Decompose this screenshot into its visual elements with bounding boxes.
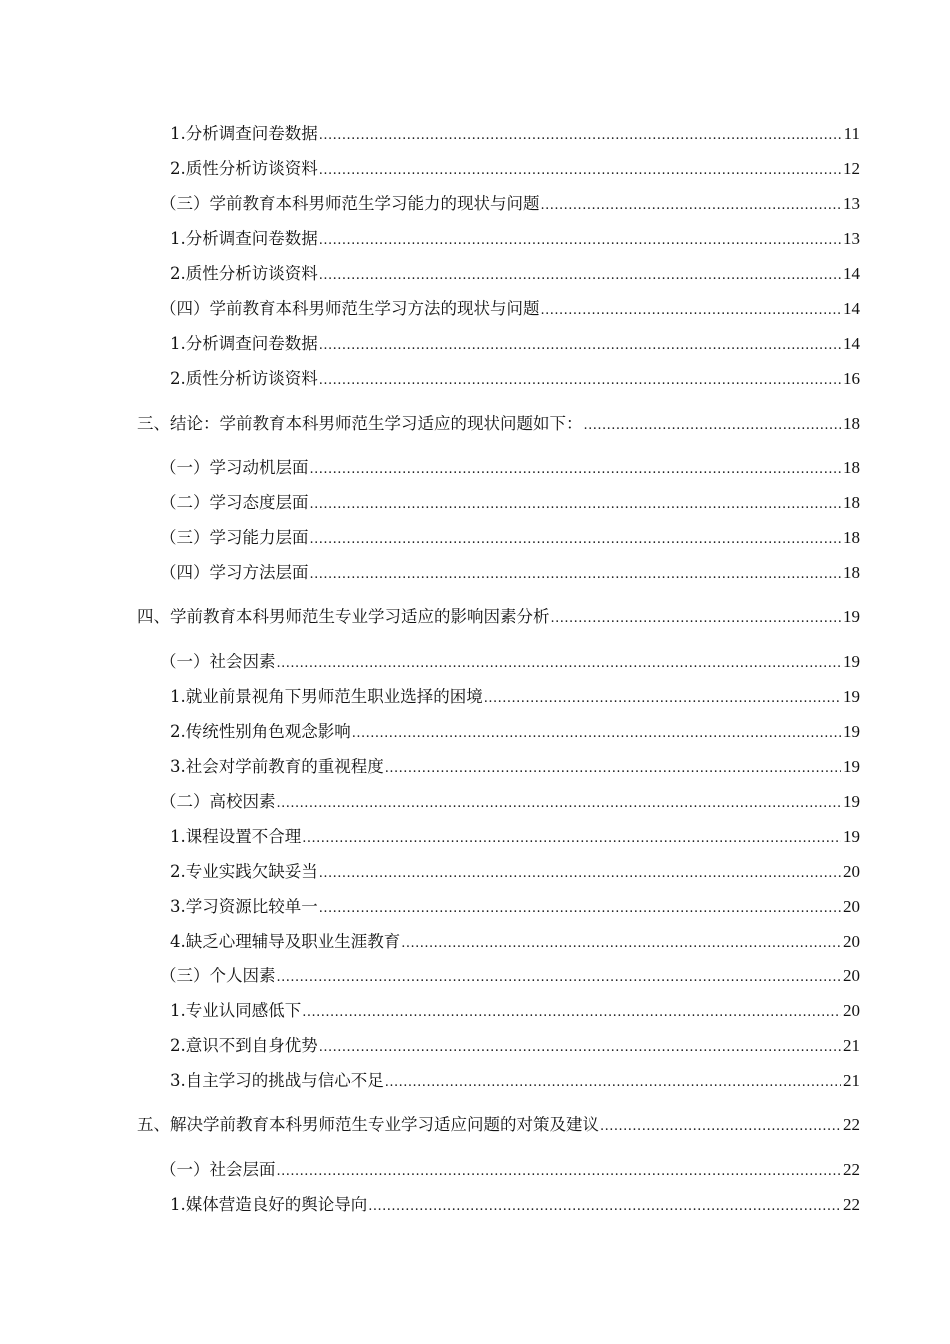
dot-leader [584,415,842,437]
dot-leader [401,933,841,955]
toc-entry[interactable] [170,1035,860,1059]
dot-leader [551,608,842,630]
dot-leader [302,1002,841,1024]
toc-entry-label: 3.自主学习的挑战与信心不足 [170,1071,384,1090]
toc-entry-page: 12 [843,159,860,178]
toc-entry-page: 18 [843,414,860,433]
toc-entry[interactable] [160,1159,860,1183]
toc-entry-label: 1.分析调查问卷数据 [170,229,318,248]
toc-entry-label: （一）社会因素 [160,652,276,671]
dot-leader [385,758,841,780]
toc-entry-label: （二）学习态度层面 [160,493,309,512]
toc-entry-page: 19 [843,792,860,811]
toc-entry-label: （三）学前教育本科男师范生学习能力的现状与问题 [160,194,540,213]
dot-leader [277,793,842,815]
toc-entry[interactable] [160,298,860,322]
toc-entry-label: 3.社会对学前教育的重视程度 [170,757,384,776]
toc-entry-label: （四）学习方法层面 [160,563,309,582]
dot-leader [352,723,841,745]
toc-entry-page: 19 [843,687,860,706]
toc-entry-label: 3.学习资源比较单一 [170,897,318,916]
dot-leader [277,1161,842,1183]
toc-entry-page: 13 [843,229,860,248]
toc-entry-page: 16 [843,369,860,388]
dot-leader [319,230,841,252]
dot-leader [319,265,841,287]
toc-entry[interactable] [170,368,860,392]
toc-entry-page: 18 [843,563,860,582]
dot-leader [310,529,842,551]
toc-entry-page: 20 [843,932,860,951]
toc-entry-label: 三、结论：学前教育本科男师范生学习适应的现状问题如下： [137,414,583,433]
toc-entry[interactable] [170,721,860,745]
dot-leader [277,967,842,989]
toc-entry-label: 1.专业认同感低下 [170,1001,302,1020]
dot-leader [319,160,841,182]
toc-entry-page: 20 [843,897,860,916]
dot-leader [368,1196,841,1218]
toc-entry[interactable] [170,263,860,287]
toc-entry[interactable] [160,651,860,675]
toc-entry-page: 20 [843,966,860,985]
dot-leader [310,564,842,586]
toc-entry-page: 14 [843,264,860,283]
toc-entry[interactable] [170,931,860,955]
toc-entry-page: 13 [843,194,860,213]
dot-leader [541,300,842,322]
toc-entry-page: 19 [843,652,860,671]
toc-entry[interactable] [137,606,860,630]
toc-entry-label: 1.分析调查问卷数据 [170,334,318,353]
toc-entry[interactable] [137,413,860,437]
dot-leader [541,195,842,217]
toc-entry[interactable] [160,965,860,989]
dot-leader [385,1072,841,1094]
toc-entry[interactable] [160,492,860,516]
toc-entry-label: （三）学习能力层面 [160,528,309,547]
toc-entry[interactable] [160,791,860,815]
toc-entry[interactable] [160,193,860,217]
toc-entry[interactable] [160,527,860,551]
dot-leader [310,494,842,516]
toc-entry-label: （一）社会层面 [160,1160,276,1179]
dot-leader [277,653,842,675]
dot-leader [319,335,841,357]
toc-entry-label: 2.质性分析访谈资料 [170,159,318,178]
toc-entry-label: 1.媒体营造良好的舆论导向 [170,1195,368,1214]
toc-entry[interactable] [170,861,860,885]
toc-entry[interactable] [160,562,860,586]
toc-entry[interactable] [170,158,860,182]
toc-entry-page: 21 [843,1036,860,1055]
toc-entry-label: （二）高校因素 [160,792,276,811]
toc-entry-page: 18 [843,458,860,477]
dot-leader [600,1116,841,1138]
toc-entry[interactable] [170,1000,860,1024]
toc-entry-label: 1.就业前景视角下男师范生职业选择的困境 [170,687,483,706]
toc-entry-page: 11 [843,124,860,143]
toc-entry-page: 19 [843,722,860,741]
toc-entry-label: （三）个人因素 [160,966,276,985]
toc-entry-label: 2.传统性别角色观念影响 [170,722,351,741]
toc-entry[interactable] [170,686,860,710]
toc-entry-page: 20 [843,862,860,881]
toc-entry-label: 1.分析调查问卷数据 [170,124,318,143]
toc-entry-page: 14 [843,334,860,353]
toc-entry[interactable] [170,1194,860,1218]
dot-leader [302,828,841,850]
toc-entry-page: 22 [843,1115,860,1134]
toc-entry-label: 2.专业实践欠缺妥当 [170,862,318,881]
toc-entry[interactable] [170,228,860,252]
toc-entry[interactable] [160,457,860,481]
dot-leader [319,863,841,885]
toc-entry-page: 22 [843,1195,860,1214]
toc-entry-page: 20 [843,1001,860,1020]
toc-entry-label: 2.质性分析访谈资料 [170,369,318,388]
toc-entry-page: 21 [843,1071,860,1090]
dot-leader [310,459,842,481]
toc-entry-page: 19 [843,607,860,626]
toc-entry[interactable] [170,1070,860,1094]
toc-entry-page: 22 [843,1160,860,1179]
toc-entry-label: 五、解决学前教育本科男师范生专业学习适应问题的对策及建议 [137,1115,599,1134]
toc-entry-label: 四、学前教育本科男师范生专业学习适应的影响因素分析 [137,607,550,626]
toc-entry-page: 19 [843,757,860,776]
toc-entry-page: 14 [843,299,860,318]
toc-entry-label: （一）学习动机层面 [160,458,309,477]
toc-entry-label: 1.课程设置不合理 [170,827,302,846]
toc-entry[interactable] [170,333,860,357]
toc-entry[interactable] [137,1114,860,1138]
toc-entry-page: 18 [843,528,860,547]
dot-leader [319,125,842,147]
dot-leader [484,688,841,710]
toc-entry[interactable] [170,756,860,780]
toc-entry-page: 19 [843,827,860,846]
toc-entry-page: 18 [843,493,860,512]
toc-entry[interactable] [170,826,860,850]
dot-leader [319,370,841,392]
dot-leader [319,898,841,920]
toc-entry-label: （四）学前教育本科男师范生学习方法的现状与问题 [160,299,540,318]
toc-entry[interactable] [170,123,860,147]
toc-entry-label: 2.意识不到自身优势 [170,1036,318,1055]
dot-leader [319,1037,841,1059]
toc-entry-label: 4.缺乏心理辅导及职业生涯教育 [170,932,401,951]
toc-entry-label: 2.质性分析访谈资料 [170,264,318,283]
toc-entry[interactable] [170,896,860,920]
